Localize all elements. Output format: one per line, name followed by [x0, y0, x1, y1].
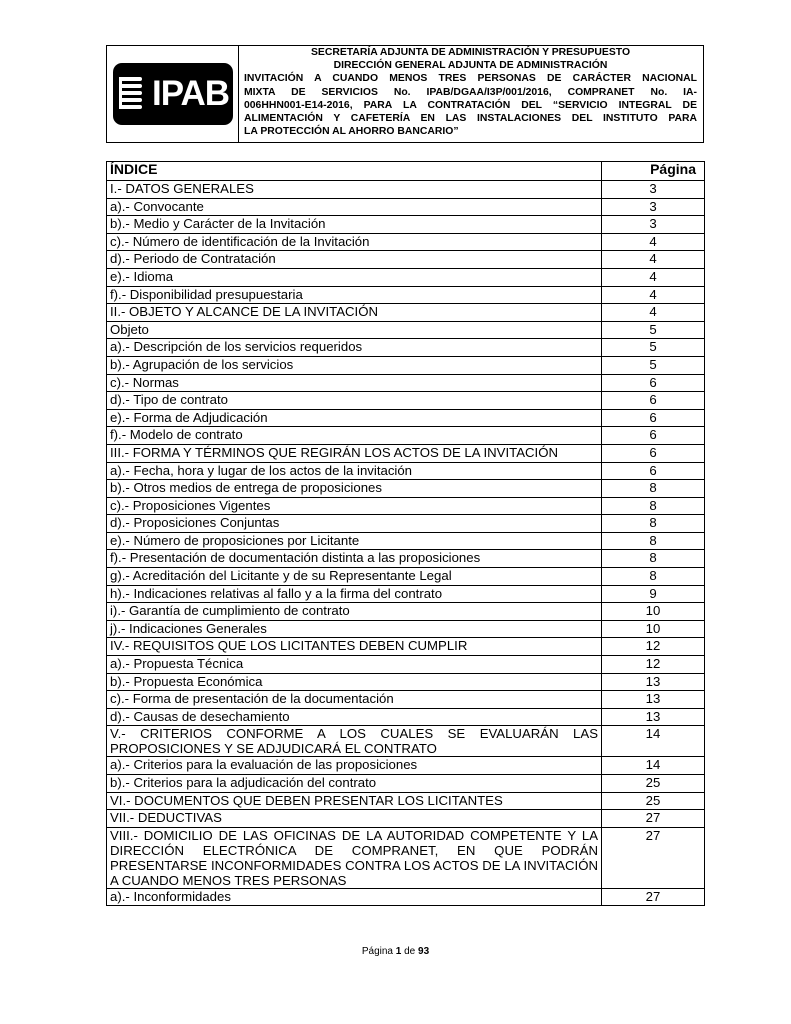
toc-label: d).- Causas de desechamiento [107, 708, 602, 726]
toc-page: 6 [602, 427, 705, 445]
toc-label: c).- Forma de presentación de la documentación [107, 691, 602, 709]
toc-page: 27 [602, 810, 705, 828]
toc-page: 3 [602, 181, 705, 199]
toc-page: 25 [602, 792, 705, 810]
toc-label: b).- Otros medios de entrega de proposiciones [107, 480, 602, 498]
table-row [107, 550, 705, 568]
table-row [107, 568, 705, 586]
table-row [107, 374, 705, 392]
ipab-emblem-icon [116, 74, 146, 114]
toc-page: 6 [602, 392, 705, 410]
table-row [107, 251, 705, 269]
toc-label: VII.- DEDUCTIVAS [107, 810, 602, 828]
header-line: SECRETARÍA ADJUNTA DE ADMINISTRACIÓN Y PRESUPUESTO [310, 47, 631, 58]
header-line: MIXTA DE SERVICIOS No. IPAB/DGAA/I3P/001/2016, COMPRANET No. IA- [244, 86, 697, 98]
table-row [107, 888, 705, 906]
toc-label: a).- Descripción de los servicios requeridos [107, 339, 602, 357]
header-title-block [239, 46, 703, 142]
table-row [107, 810, 705, 828]
table-row [107, 620, 705, 638]
toc-page: 12 [602, 638, 705, 656]
toc-label: VIII.- DOMICILIO DE LAS OFICINAS DE LA AUTORIDAD COMPETENTE Y LA DIRECCIÓN ELECTRÓNICA DE COMPRANET, EN QUE PODRÁN PRESENTARSE INCONFORMIDADES CONTRA LOS ACTOS DE LA INVITACIÓN A CUANDO MENOS TRES PERSONAS [107, 827, 602, 888]
table-row [107, 656, 705, 674]
toc-label: f).- Presentación de documentación distinta a las proposiciones [107, 550, 602, 568]
toc-page: 13 [602, 708, 705, 726]
toc-label: b).- Criterios para la adjudicación del contrato [107, 775, 602, 793]
page-footer [0, 946, 791, 957]
toc-label: j).- Indicaciones Generales [107, 620, 602, 638]
table-row [107, 827, 705, 888]
toc-page: 10 [602, 603, 705, 621]
header-line: DIRECCIÓN GENERAL ADJUNTA DE ADMINISTRACIÓN [333, 60, 608, 72]
toc-label: i).- Garantía de cumplimiento de contrato [107, 603, 602, 621]
toc-label: g).- Acreditación del Licitante y de su Representante Legal [107, 568, 602, 586]
table-row [107, 497, 705, 515]
toc-page: 4 [602, 233, 705, 251]
table-row [107, 198, 705, 216]
toc-label: b).- Agrupación de los servicios [107, 356, 602, 374]
toc-page: 5 [602, 339, 705, 357]
table-row [107, 409, 705, 427]
toc-page: 13 [602, 673, 705, 691]
toc-page: 6 [602, 444, 705, 462]
toc-label: III.- FORMA Y TÉRMINOS QUE REGIRÁN LOS ACTOS DE LA INVITACIÓN [107, 444, 602, 462]
index-table [106, 161, 705, 906]
toc-label: e).- Número de proposiciones por Licitante [107, 532, 602, 550]
toc-page: 3 [602, 216, 705, 234]
table-row [107, 792, 705, 810]
header-line: ALIMENTACIÓN Y CAFETERÍA EN LAS INSTALACIONES DEL INSTITUTO PARA [244, 113, 697, 125]
toc-page: 8 [602, 497, 705, 515]
table-row [107, 392, 705, 410]
footer-separator: de [404, 946, 416, 957]
toc-page: 4 [602, 304, 705, 322]
table-row [107, 321, 705, 339]
table-row [107, 356, 705, 374]
toc-label: a).- Criterios para la evaluación de las proposiciones [107, 757, 602, 775]
table-row [107, 673, 705, 691]
ipab-logo [113, 63, 233, 125]
toc-label: Objeto [107, 321, 602, 339]
toc-label: f).- Disponibilidad presupuestaria [107, 286, 602, 304]
toc-page: 12 [602, 656, 705, 674]
toc-page: 8 [602, 515, 705, 533]
toc-page: 5 [602, 356, 705, 374]
toc-label: d).- Proposiciones Conjuntas [107, 515, 602, 533]
table-row [107, 638, 705, 656]
toc-label: a).- Fecha, hora y lugar de los actos de la invitación [107, 462, 602, 480]
logo-text: IPAB [151, 74, 230, 113]
header-line: INVITACIÓN A CUANDO MENOS TRES PERSONAS DE CARÁCTER NACIONAL [244, 73, 697, 85]
index-heading: ÍNDICE [107, 162, 602, 181]
toc-page: 5 [602, 321, 705, 339]
toc-label: IV.- REQUISITOS QUE LOS LICITANTES DEBEN CUMPLIR [107, 638, 602, 656]
table-row [107, 304, 705, 322]
table-row [107, 775, 705, 793]
table-row [107, 233, 705, 251]
toc-page: 8 [602, 550, 705, 568]
toc-page: 13 [602, 691, 705, 709]
toc-page: 6 [602, 462, 705, 480]
toc-label: a).- Convocante [107, 198, 602, 216]
toc-page: 8 [602, 480, 705, 498]
footer-current-page: 1 [395, 946, 402, 957]
toc-page: 4 [602, 268, 705, 286]
toc-label: b).- Propuesta Económica [107, 673, 602, 691]
toc-page: 4 [602, 286, 705, 304]
footer-total-pages: 93 [418, 946, 430, 957]
toc-label: a).- Inconformidades [107, 888, 602, 906]
table-row [107, 216, 705, 234]
toc-label: h).- Indicaciones relativas al fallo y a la firma del contrato [107, 585, 602, 603]
toc-page: 25 [602, 775, 705, 793]
toc-label: e).- Idioma [107, 268, 602, 286]
toc-label: VI.- DOCUMENTOS QUE DEBEN PRESENTAR LOS LICITANTES [107, 792, 602, 810]
table-row [107, 691, 705, 709]
document-header [106, 45, 704, 143]
toc-page: 8 [602, 532, 705, 550]
toc-label: c).- Normas [107, 374, 602, 392]
table-row [107, 480, 705, 498]
table-row [107, 181, 705, 199]
footer-prefix: Página [361, 946, 393, 957]
table-row [107, 726, 705, 757]
toc-page: 8 [602, 568, 705, 586]
toc-label: II.- OBJETO Y ALCANCE DE LA INVITACIÓN [107, 304, 602, 322]
table-row [107, 532, 705, 550]
index-header-row [107, 162, 705, 181]
toc-label: d).- Periodo de Contratación [107, 251, 602, 269]
toc-label: d).- Tipo de contrato [107, 392, 602, 410]
toc-page: 27 [602, 888, 705, 906]
table-row [107, 444, 705, 462]
toc-label: a).- Propuesta Técnica [107, 656, 602, 674]
toc-label: V.- CRITERIOS CONFORME A LOS CUALES SE EVALUARÁN LAS PROPOSICIONES Y SE ADJUDICARÁ EL CONTRATO [107, 726, 602, 757]
toc-page: 14 [602, 726, 705, 757]
table-row [107, 268, 705, 286]
toc-label: c).- Número de identificación de la Invitación [107, 233, 602, 251]
table-row [107, 339, 705, 357]
toc-page: 6 [602, 374, 705, 392]
table-row [107, 286, 705, 304]
toc-page: 14 [602, 757, 705, 775]
toc-page: 9 [602, 585, 705, 603]
table-row [107, 427, 705, 445]
table-row [107, 603, 705, 621]
toc-page: 27 [602, 827, 705, 888]
header-line: 006HHN001-E14-2016, PARA LA CONTRATACIÓN DEL “SERVICIO INTEGRAL DE [244, 99, 697, 111]
table-row [107, 462, 705, 480]
table-row [107, 585, 705, 603]
toc-label: f).- Modelo de contrato [107, 427, 602, 445]
table-row [107, 708, 705, 726]
toc-label: c).- Proposiciones Vigentes [107, 497, 602, 515]
table-row [107, 515, 705, 533]
toc-label: e).- Forma de Adjudicación [107, 409, 602, 427]
header-line: LA PROTECCIÓN AL AHORRO BANCARIO” [244, 126, 459, 138]
toc-page: 6 [602, 409, 705, 427]
toc-page: 3 [602, 198, 705, 216]
toc-page: 10 [602, 620, 705, 638]
table-row [107, 757, 705, 775]
toc-label: b).- Medio y Carácter de la Invitación [107, 216, 602, 234]
logo-cell [107, 46, 239, 142]
page-heading: Página [602, 162, 705, 181]
toc-page: 4 [602, 251, 705, 269]
toc-label: I.- DATOS GENERALES [107, 181, 602, 199]
